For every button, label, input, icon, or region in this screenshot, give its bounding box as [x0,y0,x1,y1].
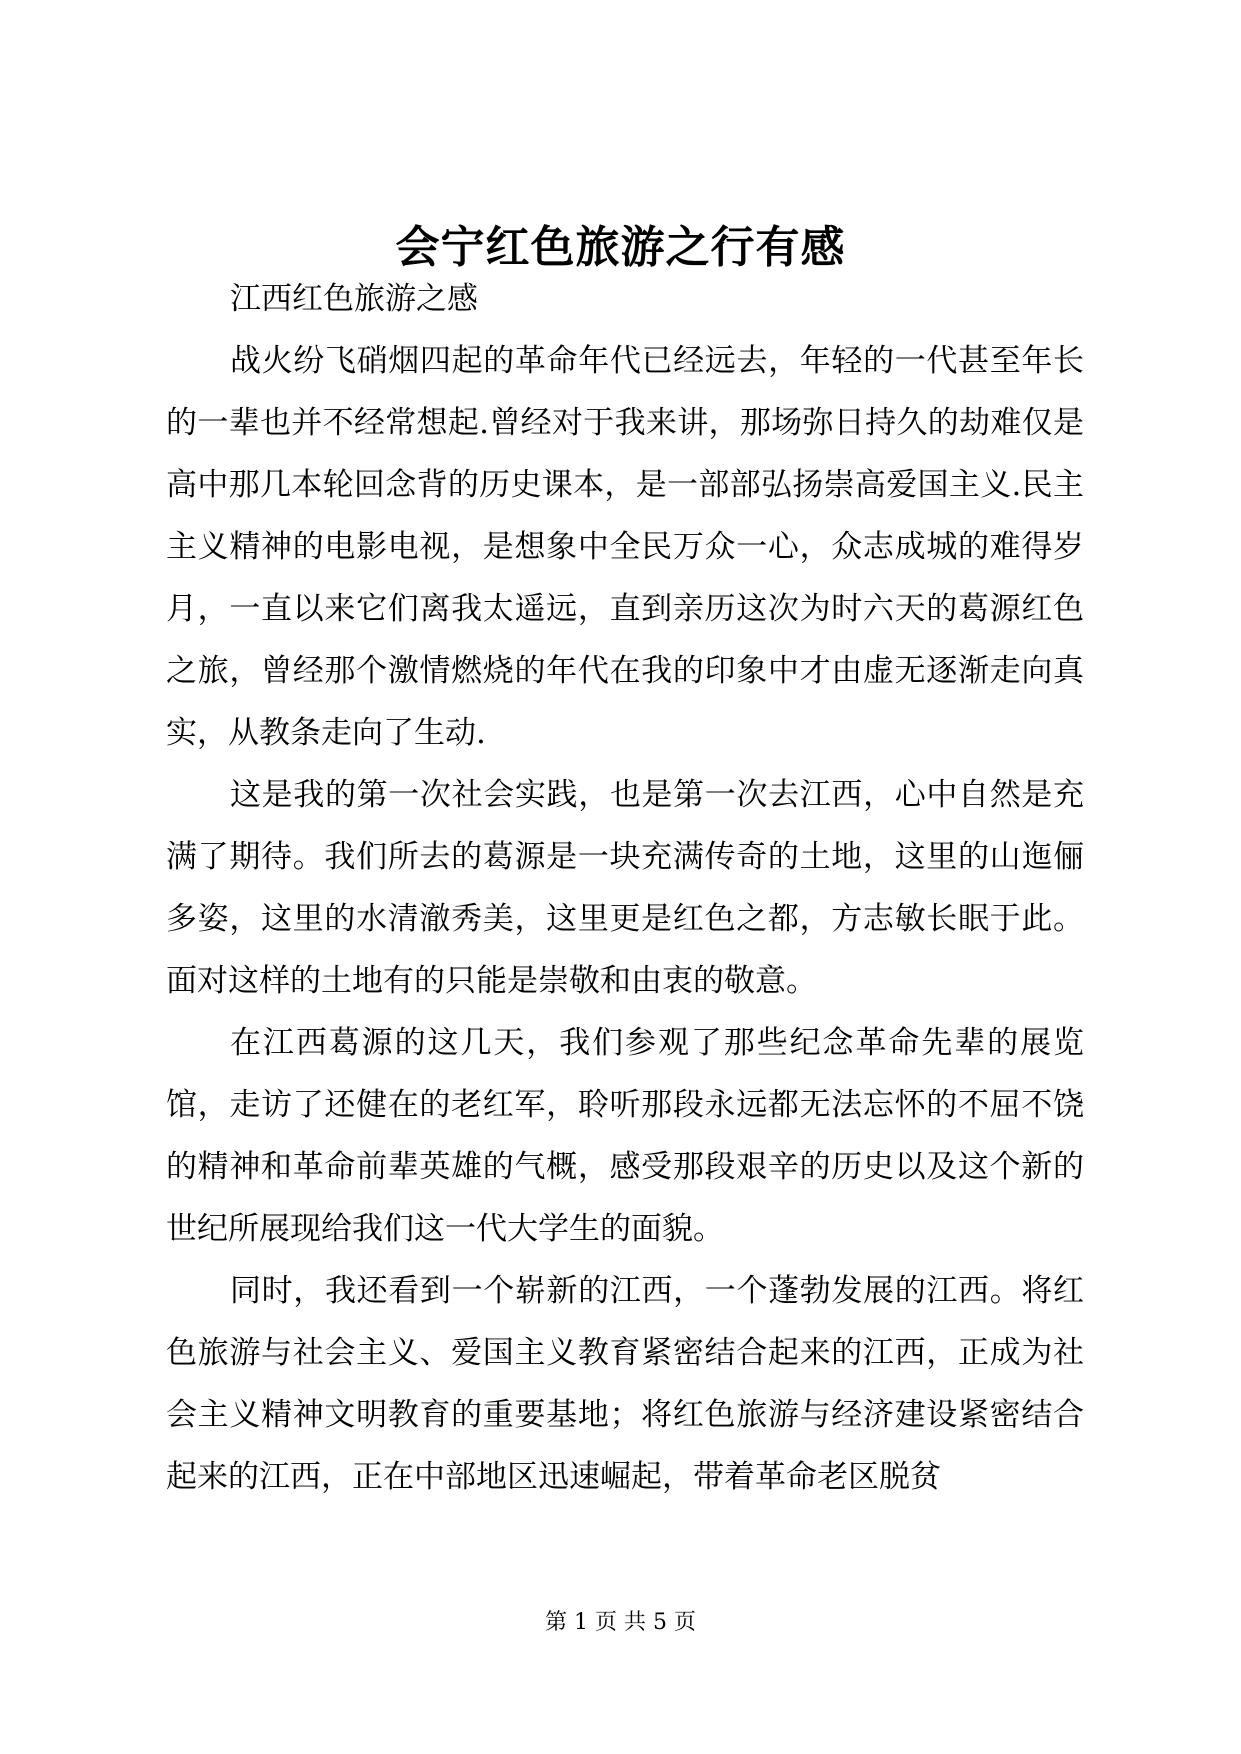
paragraph-2: 这是我的第一次社会实践，也是第一次去江西，心中自然是充满了期待。我们所去的葛源是一块充满传奇的土地，这里的山迤俪多姿，这里的水清澈秀美，这里更是红色之都，方志敏长眠于此。面对这样的土地有的只能是崇敬和由衷的敬意。 [166,777,1084,999]
document-body [166,268,1084,1508]
page-footer: 第 1 页 共 5 页 [545,1610,696,1635]
paragraph-subtitle: 江西红色旅游之感 [230,281,478,317]
paragraph-3: 在江西葛源的这几天，我们参观了那些纪念革命先辈的展览馆，走访了还健在的老红军，聆听那段永远都无法忘怀的不屈不饶的精神和革命前辈英雄的气概，感受那段艰辛的历史以及这个新的世纪所展现给我们这一代大学生的面貌。 [166,1025,1084,1247]
paragraph-1: 战火纷飞硝烟四起的革命年代已经远去，年轻的一代甚至年长的一辈也并不经常想起.曾经对于我来讲，那场弥日持久的劫难仅是高中那几本轮回念背的历史课本，是一部部弘扬崇高爱国主义.民主主义精神的电影电视，是想象中全民万众一心，众志成城的难得岁月，一直以来它们离我太遥远，直到亲历这次为时六天的葛源红色之旅，曾经那个激情燃烧的年代在我的印象中才由虚无逐渐走向真实，从教条走向了生动. [166,343,1084,751]
document-title: 会宁红色旅游之行有感 [395,222,846,273]
paragraph-4: 同时，我还看到一个崭新的江西，一个蓬勃发展的江西。将红色旅游与社会主义、爱国主义教育紧密结合起来的江西，正成为社会主义精神文明教育的重要基地；将红色旅游与经济建设紧密结合起来的江西，正在中部地区迅速崛起，带着革命老区脱贫 [166,1273,1084,1495]
